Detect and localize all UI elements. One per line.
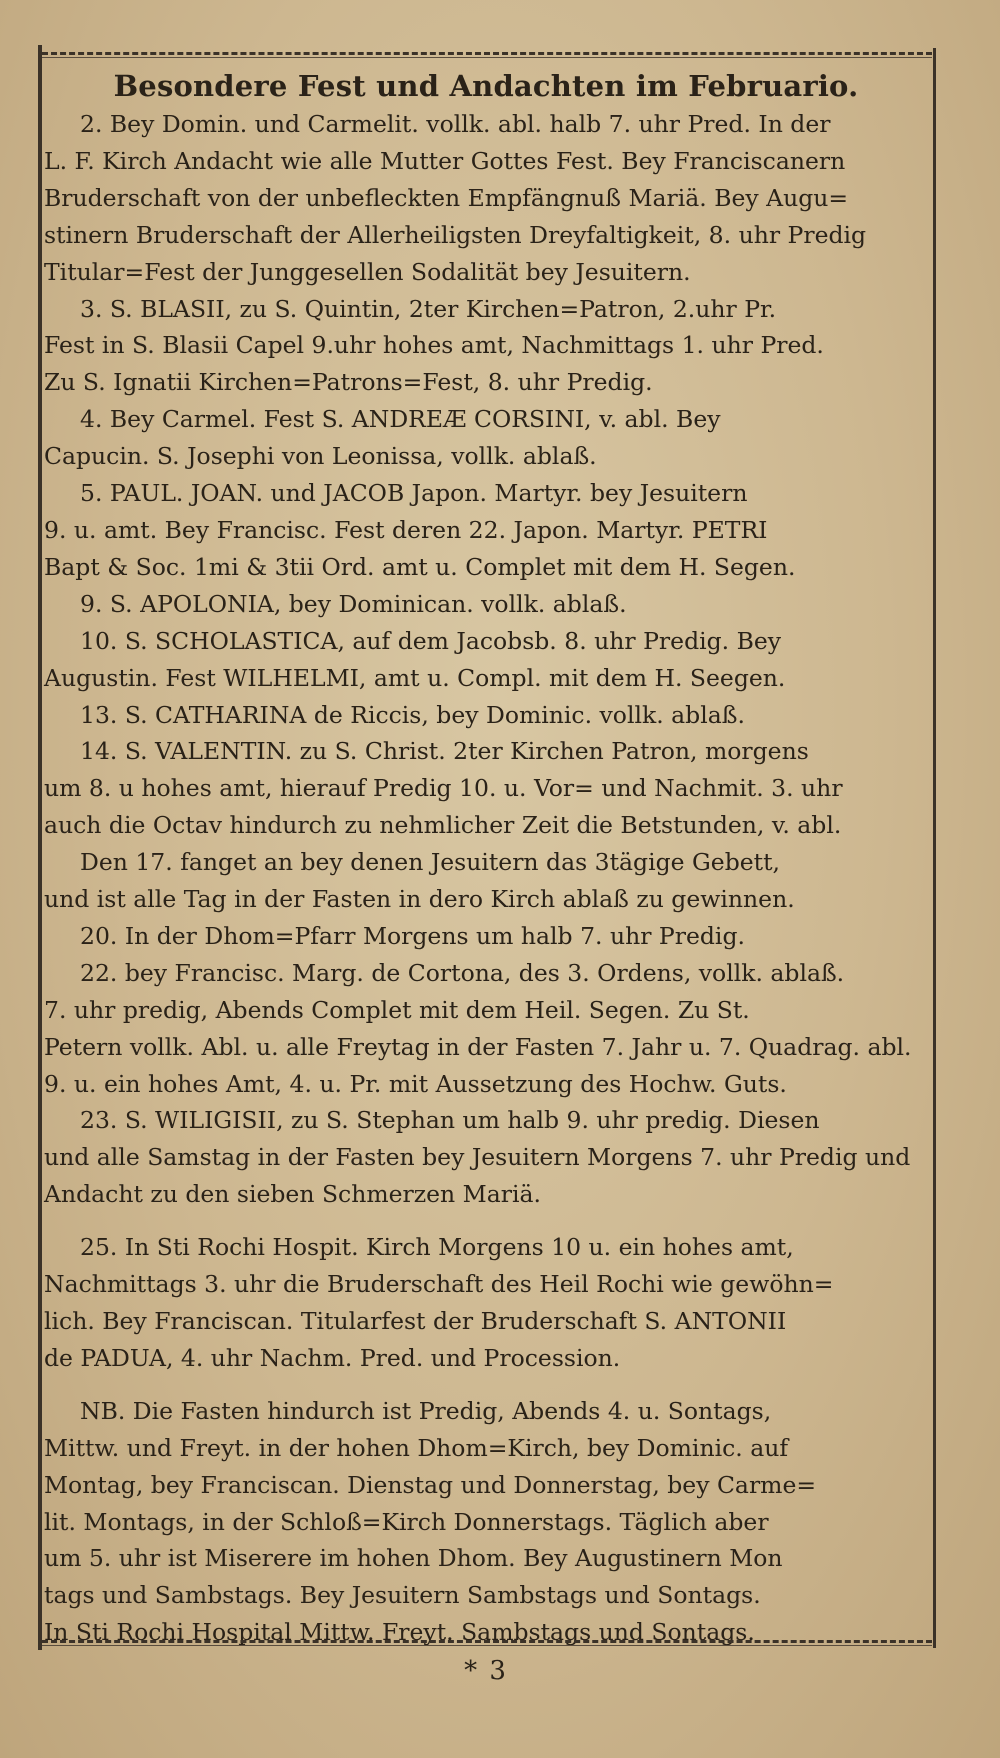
text-block (44, 66, 928, 1689)
entry-line: um 8. u hohes amt, hierauf Predig 10. u. Vor= und Nachmit. 3. uhr (44, 774, 843, 803)
entry-feb-5 (44, 475, 928, 586)
entry-line: 23. S. WILIGISII, zu S. Stephan um halb 9. uhr predig. Diesen (80, 1106, 820, 1135)
entry-line: Augustin. Fest WILHELMI, amt u. Compl. mit dem H. Seegen. (44, 663, 786, 692)
entry-feb-9 (44, 586, 928, 623)
entry-line: lich. Bey Franciscan. Titularfest der Bruderschaft S. ANTONII (44, 1307, 787, 1335)
entry-line: 9. u. ein hohes Amt, 4. u. Pr. mit Aussetzung des Hochw. Guts. (44, 1069, 787, 1098)
entry-feb-4 (44, 401, 928, 475)
entry-line: Titular=Fest der Junggesellen Sodalität bey Jesuitern. (44, 257, 691, 286)
entry-line: 2. Bey Domin. und Carmelit. vollk. abl. halb 7. uhr Pred. In der (80, 110, 831, 138)
entry-feb-14 (44, 733, 928, 918)
page-title: Besondere Fest und Andachten im Februario. (113, 69, 859, 103)
entry-line: lit. Montags, in der Schloß=Kirch Donnerstags. Täglich aber (44, 1507, 769, 1536)
entry-line: auch die Octav hindurch zu nehmlicher Zeit die Betstunden, v. abl. (44, 811, 842, 840)
entry-line: Capucin. S. Josephi von Leonissa, vollk. ablaß. (44, 442, 597, 471)
entry-line: stinern Bruderschaft der Allerheiligsten Dreyfaltigkeit, 8. uhr Predig (44, 220, 867, 249)
bottom-ornamental-rule (42, 1640, 932, 1646)
entry-line: 25. In Sti Rochi Hospit. Kirch Morgens 10 u. ein hohes amt, (80, 1233, 794, 1262)
entry-feb-3 (44, 291, 928, 402)
entry-feb-22 (44, 955, 928, 1103)
entry-nota-bene (44, 1393, 928, 1651)
right-border-rule (933, 48, 936, 1648)
entry-line: 20. In der Dhom=Pfarr Morgens um halb 7. uhr Predig. (80, 921, 745, 950)
entry-line: Andacht zu den sieben Schmerzen Mariä. (44, 1180, 541, 1209)
entry-line: Bapt & Soc. 1mi & 3tii Ord. amt u. Complet mit dem H. Segen. (44, 552, 796, 581)
entry-line: Mittw. und Freyt. in der hohen Dhom=Kirch, bey Dominic. auf (44, 1433, 789, 1462)
entry-feb-2 (44, 106, 928, 291)
entry-line: Bruderschaft von der unbefleckten Empfängnuß Mariä. Bey Augu= (44, 183, 849, 212)
entry-line: NB. Die Fasten hindurch ist Predig, Abends 4. u. Sontags, (80, 1396, 772, 1425)
entry-line: L. F. Kirch Andacht wie alle Mutter Gottes Fest. Bey Franciscanern (44, 146, 846, 175)
entry-line: 9. S. APOLONIA, bey Dominican. vollk. ablaß. (80, 589, 627, 618)
entry-line: Montag, bey Franciscan. Dienstag und Donnerstag, bey Carme= (44, 1470, 817, 1499)
signature-mark: * 3 (464, 1656, 508, 1687)
entry-line: Fest in S. Blasii Capel 9.uhr hohes amt, Nachmittags 1. uhr Pred. (44, 331, 824, 360)
entry-line: Zu S. Ignatii Kirchen=Patrons=Fest, 8. uhr Predig. (44, 368, 653, 397)
entry-line: Nachmittags 3. uhr die Bruderschaft des Heil Rochi wie gewöhn= (44, 1270, 834, 1299)
entry-line: Den 17. fanget an bey denen Jesuitern das 3tägige Gebett, (80, 848, 780, 877)
entry-line: 13. S. CATHARINA de Riccis, bey Dominic. vollk. ablaß. (80, 700, 745, 729)
entry-feb-23 (44, 1102, 928, 1213)
entry-line: Petern vollk. Abl. u. alle Freytag in der Fasten 7. Jahr u. 7. Quadrag. abl. (44, 1032, 912, 1061)
entry-line: 14. S. VALENTIN. zu S. Christ. 2ter Kirchen Patron, morgens (80, 737, 809, 766)
top-ornamental-rule (42, 52, 932, 58)
entry-line: und ist alle Tag in der Fasten in dero Kirch ablaß zu gewinnen. (44, 885, 795, 914)
entry-line: 4. Bey Carmel. Fest S. ANDREÆ CORSINI, v. abl. Bey (80, 405, 721, 434)
entry-line: um 5. uhr ist Miserere im hohen Dhom. Bey Augustinern Mon (44, 1544, 783, 1573)
entry-feb-10 (44, 623, 928, 697)
entry-line: und alle Samstag in der Fasten bey Jesuitern Morgens 7. uhr Predig und (44, 1143, 911, 1172)
entry-line: 22. bey Francisc. Marg. de Cortona, des 3. Ordens, vollk. ablaß. (80, 958, 845, 987)
entry-line: tags und Sambstags. Bey Jesuitern Sambstags und Sontags. (44, 1581, 761, 1610)
entry-line: In Sti Rochi Hospital Mittw. Freyt. Sambstags und Sontags. (44, 1618, 755, 1647)
entry-feb-20 (44, 918, 928, 955)
entry-line: 9. u. amt. Bey Francisc. Fest deren 22. Japon. Martyr. PETRI (44, 515, 768, 544)
entry-feb-13 (44, 697, 928, 734)
entry-line: 10. S. SCHOLASTICA, auf dem Jacobsb. 8. uhr Predig. Bey (80, 626, 782, 655)
entry-line: 3. S. BLASII, zu S. Quintin, 2ter Kirchen=Patron, 2.uhr Pr. (80, 294, 777, 323)
entry-line: de PADUA, 4. uhr Nachm. Pred. und Procession. (44, 1343, 621, 1372)
left-border-rule (38, 45, 42, 1650)
entry-feb-25 (44, 1229, 928, 1377)
entry-line: 5. PAUL. JOAN. und JACOB Japon. Martyr. bey Jesuitern (80, 479, 748, 508)
entry-line: 7. uhr predig, Abends Complet mit dem Heil. Segen. Zu St. (44, 995, 750, 1024)
